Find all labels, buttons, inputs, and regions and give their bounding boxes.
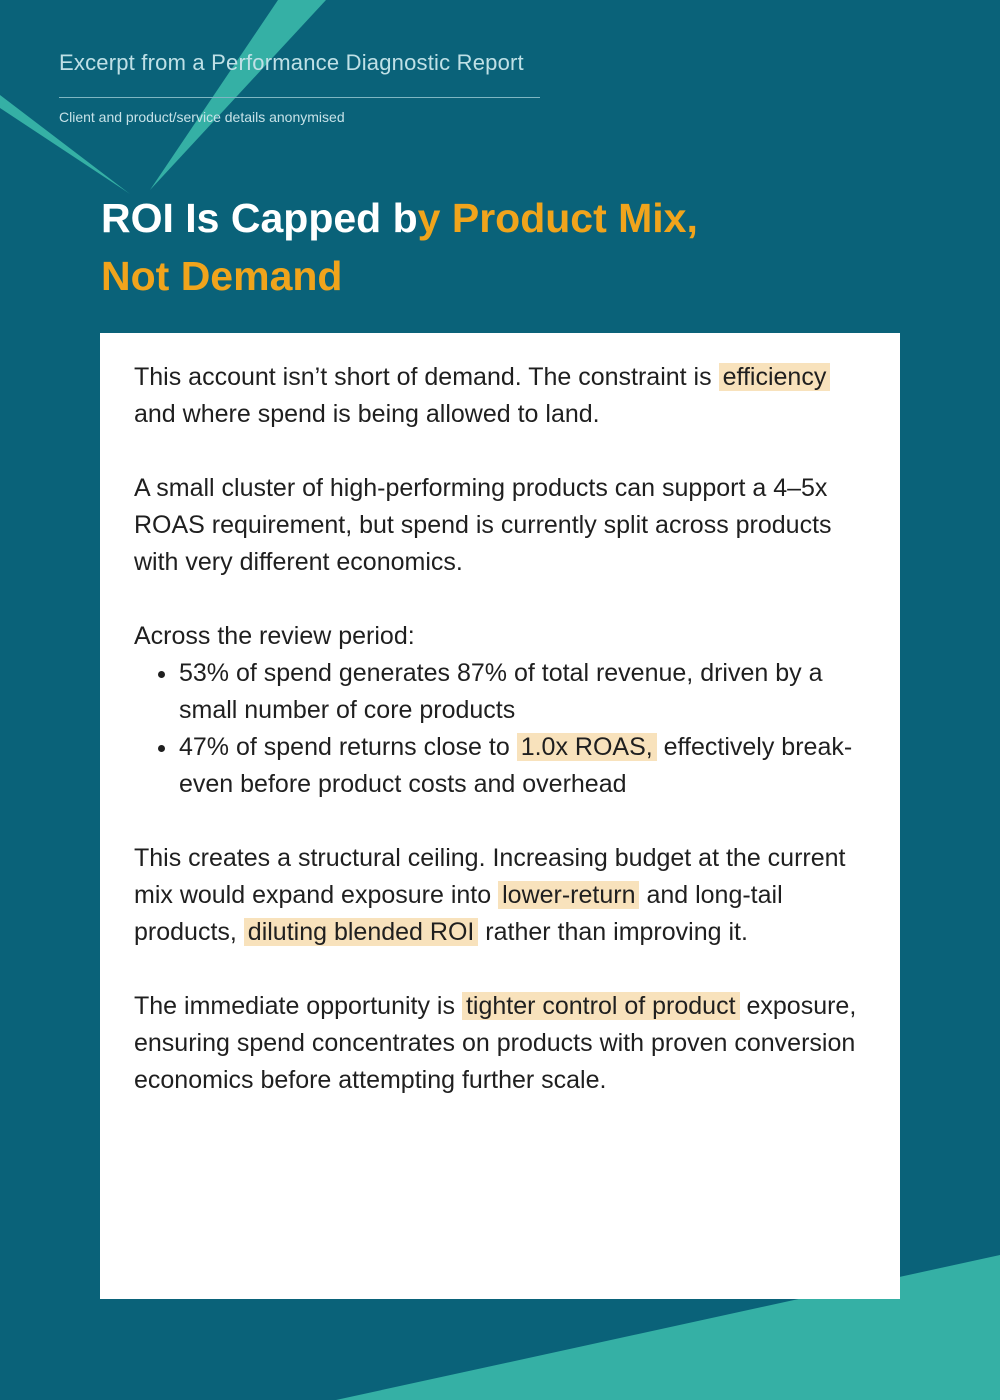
p4-text-c: rather than improving it. xyxy=(485,918,748,946)
paragraph-opportunity xyxy=(134,988,864,1099)
report-eyebrow: Excerpt from a Performance Diagnostic Report xyxy=(59,50,524,75)
highlight-roas: 1.0x ROAS, xyxy=(517,733,657,761)
p4-text-b: and long-tail products, xyxy=(134,881,783,946)
paragraph-cluster: A small cluster of high-performing products can support a 4–5x ROAS requirement, but spend is currently split across products with very different economics. xyxy=(134,474,832,576)
findings-list xyxy=(134,655,864,803)
header-divider xyxy=(59,97,540,98)
page-title xyxy=(101,189,901,305)
list-item: • 53% of spend generates 87% of total revenue, driven by a small number of core products xyxy=(179,655,864,729)
anonymised-note: Client and product/service details anonymised xyxy=(59,109,345,125)
highlight-efficiency: efficiency xyxy=(719,363,831,391)
p5-text-b: exposure, ensuring spend concentrates on products with proven conversion economics before attempting further scale. xyxy=(134,992,857,1094)
paragraph-demand xyxy=(134,359,864,433)
highlight-lower-return: lower-return xyxy=(498,881,639,909)
paragraph-review-intro: Across the review period: xyxy=(134,622,415,650)
title-accent-part: y Product Mix, xyxy=(417,195,698,241)
highlight-tighter-control: tighter control of product xyxy=(462,992,740,1020)
title-accent-line2: Not Demand xyxy=(101,253,343,299)
list-item xyxy=(179,729,864,803)
bullet2-text-b: effectively break-even before product costs and overhead xyxy=(179,733,853,798)
top-diagonal-stripe xyxy=(150,0,326,190)
title-white-part: ROI Is Capped b xyxy=(101,195,418,241)
card-body xyxy=(134,359,864,1136)
p4-text-a: This creates a structural ceiling. Increasing budget at the current mix would expand exposure into xyxy=(134,844,846,909)
bullet2-text-a: 47% of spend returns close to xyxy=(179,733,510,761)
p5-text-a: The immediate opportunity is xyxy=(134,992,455,1020)
p1-text-b: and where spend is being allowed to land. xyxy=(134,400,600,428)
p1-text-a: This account isn’t short of demand. The constraint is xyxy=(134,363,712,391)
content-card xyxy=(100,333,900,1299)
paragraph-ceiling xyxy=(134,840,864,951)
highlight-diluting-roi: diluting blended ROI xyxy=(244,918,479,946)
